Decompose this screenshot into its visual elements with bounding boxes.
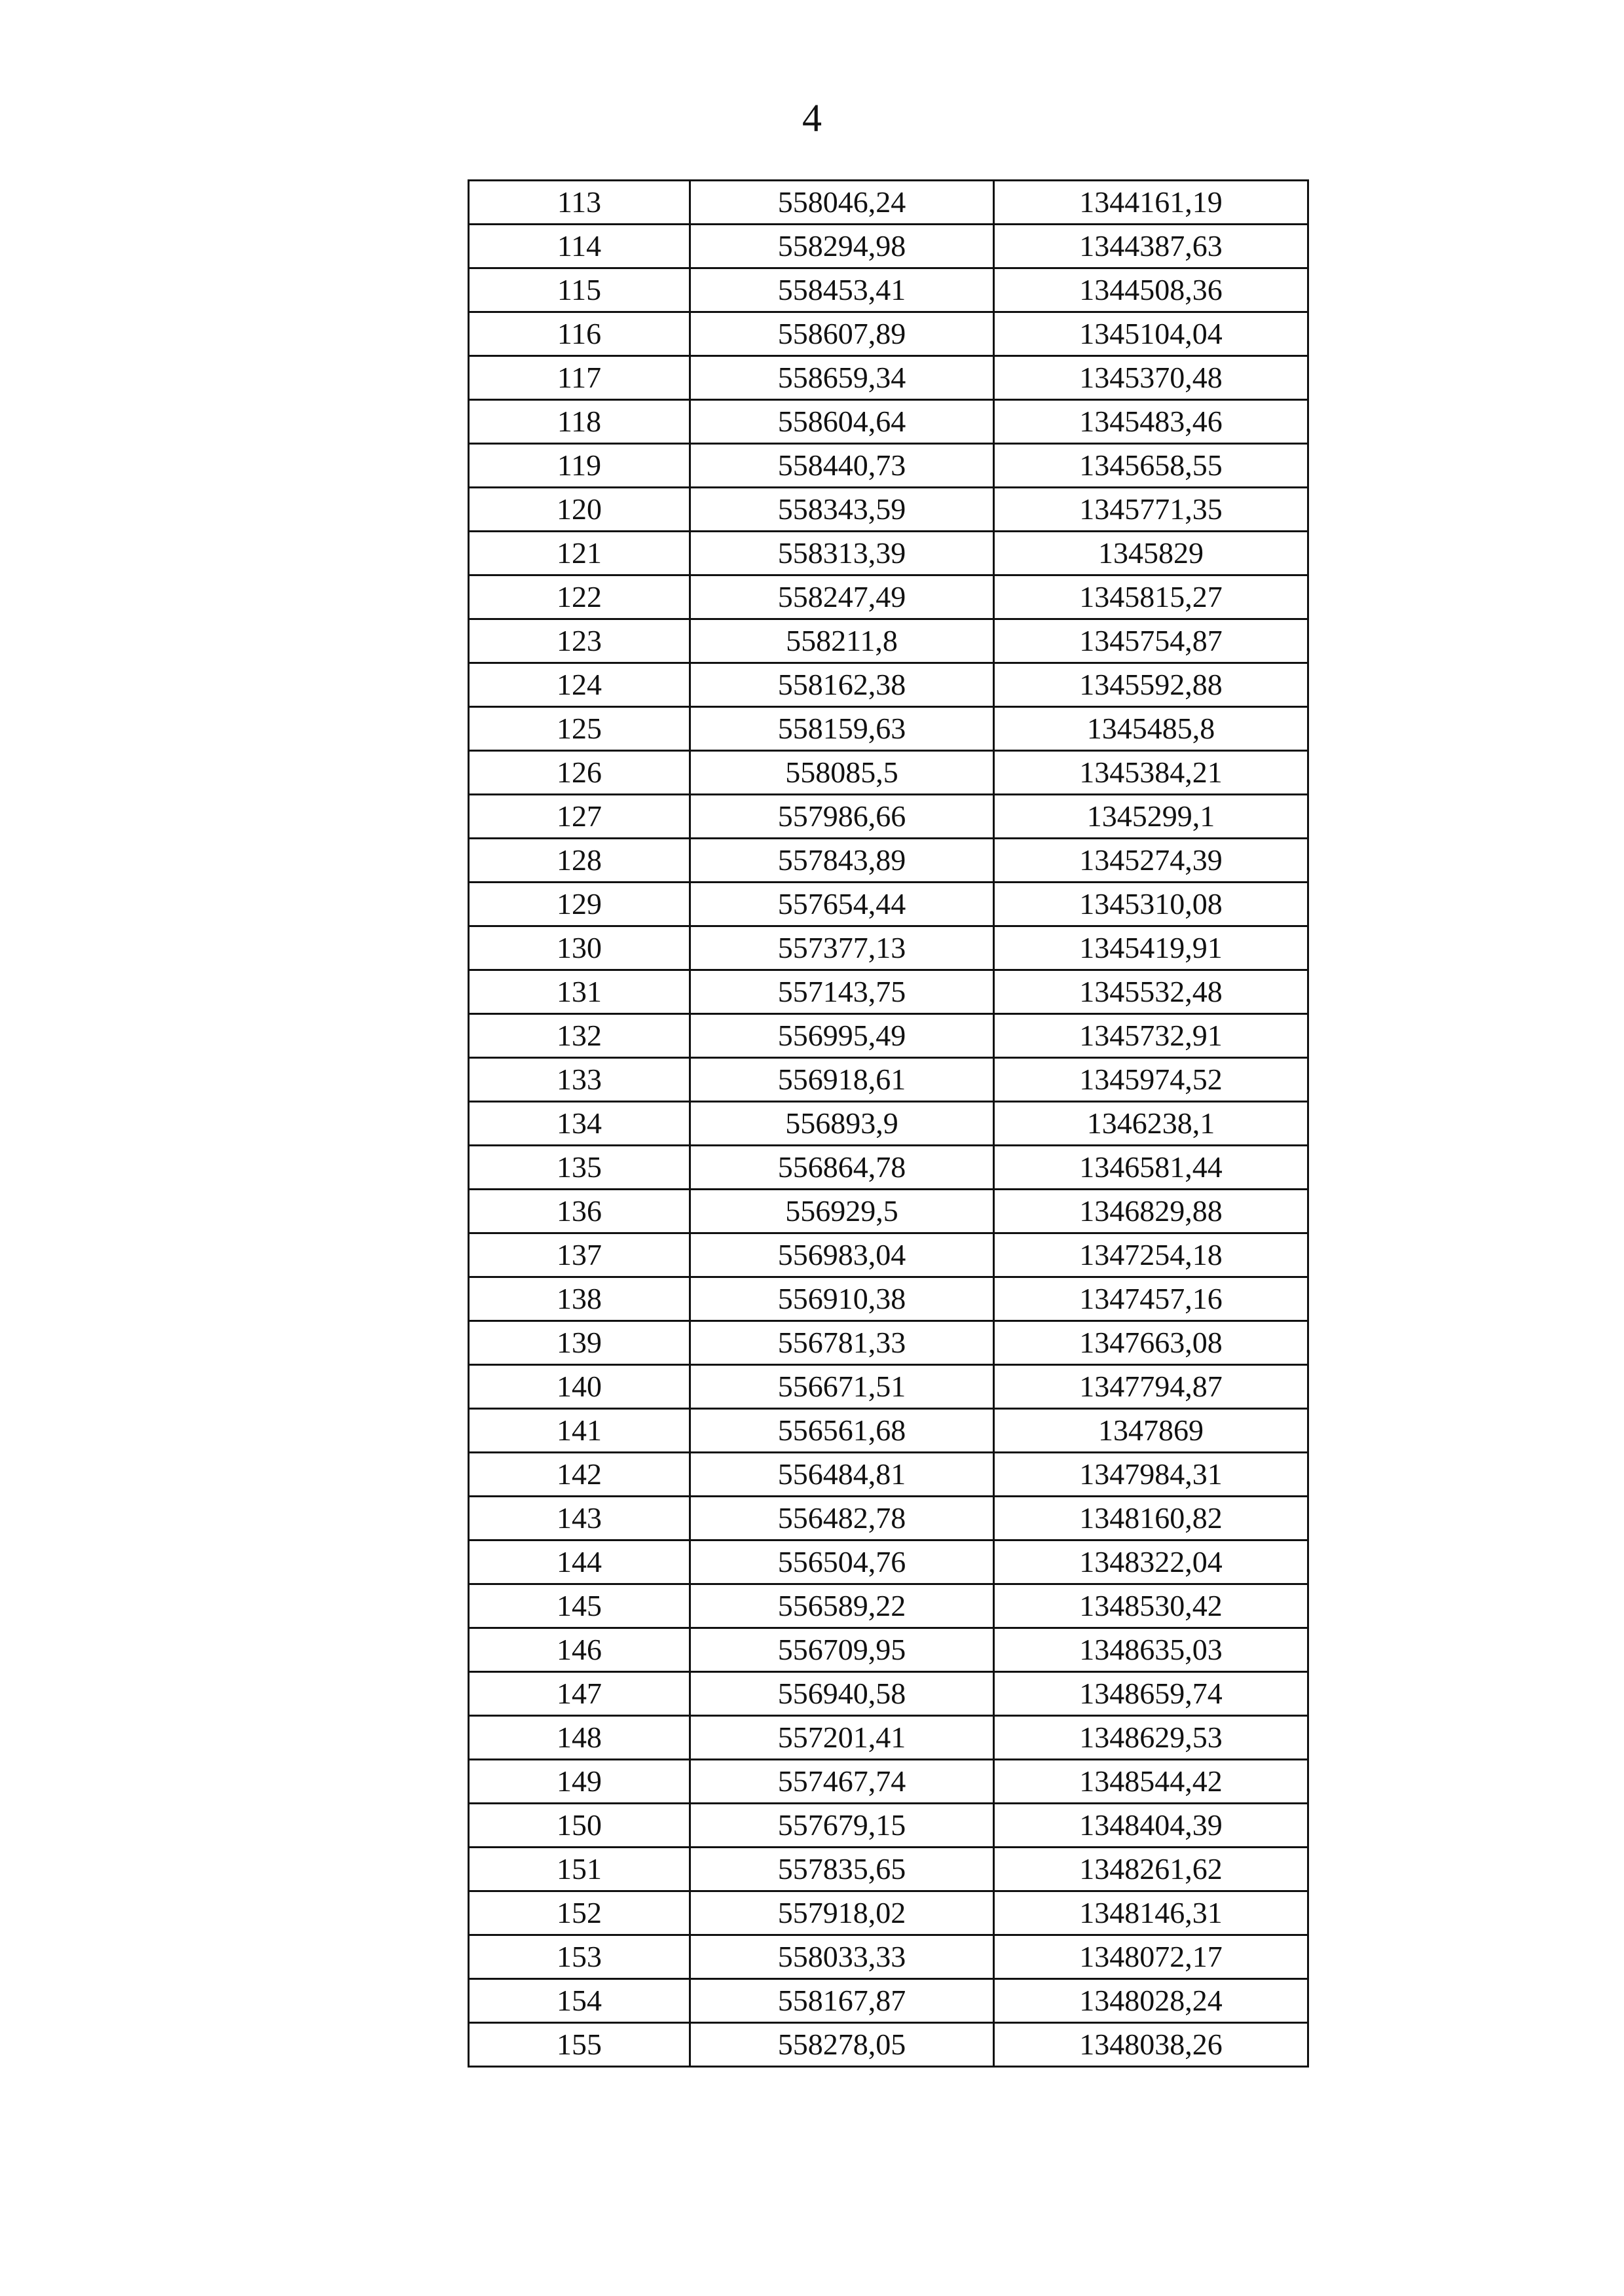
table-row bbox=[469, 400, 1308, 444]
table-row bbox=[469, 1277, 1308, 1321]
point-number-cell: 153 bbox=[469, 1935, 690, 1979]
y-coordinate-cell: 1348629,53 bbox=[994, 1716, 1308, 1760]
table-row bbox=[469, 1540, 1308, 1584]
y-coordinate-cell: 1345299,1 bbox=[994, 795, 1308, 839]
point-number-cell: 137 bbox=[469, 1233, 690, 1277]
x-coordinate-cell: 558278,05 bbox=[690, 2023, 994, 2067]
point-number-cell: 121 bbox=[469, 532, 690, 575]
y-coordinate-cell: 1346238,1 bbox=[994, 1102, 1308, 1146]
y-coordinate-cell: 1345732,91 bbox=[994, 1014, 1308, 1058]
table-row bbox=[469, 1804, 1308, 1848]
y-coordinate-cell: 1347794,87 bbox=[994, 1365, 1308, 1409]
x-coordinate-cell: 556940,58 bbox=[690, 1672, 994, 1716]
x-coordinate-cell: 556482,78 bbox=[690, 1497, 994, 1540]
y-coordinate-cell: 1344508,36 bbox=[994, 268, 1308, 312]
x-coordinate-cell: 557143,75 bbox=[690, 970, 994, 1014]
point-number-cell: 129 bbox=[469, 883, 690, 926]
y-coordinate-cell: 1345274,39 bbox=[994, 839, 1308, 883]
y-coordinate-cell: 1348072,17 bbox=[994, 1935, 1308, 1979]
y-coordinate-cell: 1345829 bbox=[994, 532, 1308, 575]
point-number-cell: 134 bbox=[469, 1102, 690, 1146]
x-coordinate-cell: 557843,89 bbox=[690, 839, 994, 883]
table-row bbox=[469, 1365, 1308, 1409]
y-coordinate-cell: 1345658,55 bbox=[994, 444, 1308, 488]
y-coordinate-cell: 1345384,21 bbox=[994, 751, 1308, 795]
point-number-cell: 146 bbox=[469, 1628, 690, 1672]
table-row bbox=[469, 795, 1308, 839]
point-number-cell: 130 bbox=[469, 926, 690, 970]
y-coordinate-cell: 1345771,35 bbox=[994, 488, 1308, 532]
point-number-cell: 119 bbox=[469, 444, 690, 488]
table-row bbox=[469, 1628, 1308, 1672]
table-row bbox=[469, 2023, 1308, 2067]
y-coordinate-cell: 1348530,42 bbox=[994, 1584, 1308, 1628]
point-number-cell: 120 bbox=[469, 488, 690, 532]
point-number-cell: 149 bbox=[469, 1760, 690, 1804]
y-coordinate-cell: 1348160,82 bbox=[994, 1497, 1308, 1540]
x-coordinate-cell: 558294,98 bbox=[690, 225, 994, 268]
table-row bbox=[469, 225, 1308, 268]
y-coordinate-cell: 1346581,44 bbox=[994, 1146, 1308, 1190]
y-coordinate-cell: 1345815,27 bbox=[994, 575, 1308, 619]
x-coordinate-cell: 556910,38 bbox=[690, 1277, 994, 1321]
y-coordinate-cell: 1348659,74 bbox=[994, 1672, 1308, 1716]
x-coordinate-cell: 558604,64 bbox=[690, 400, 994, 444]
y-coordinate-cell: 1344387,63 bbox=[994, 225, 1308, 268]
x-coordinate-cell: 556864,78 bbox=[690, 1146, 994, 1190]
y-coordinate-cell: 1347984,31 bbox=[994, 1453, 1308, 1497]
x-coordinate-cell: 558211,8 bbox=[690, 619, 994, 663]
table-row bbox=[469, 1233, 1308, 1277]
point-number-cell: 152 bbox=[469, 1891, 690, 1935]
x-coordinate-cell: 556709,95 bbox=[690, 1628, 994, 1672]
table-row bbox=[469, 1672, 1308, 1716]
x-coordinate-cell: 557654,44 bbox=[690, 883, 994, 926]
y-coordinate-cell: 1345483,46 bbox=[994, 400, 1308, 444]
table-row bbox=[469, 1321, 1308, 1365]
y-coordinate-cell: 1348261,62 bbox=[994, 1848, 1308, 1891]
x-coordinate-cell: 556671,51 bbox=[690, 1365, 994, 1409]
y-coordinate-cell: 1345370,48 bbox=[994, 356, 1308, 400]
x-coordinate-cell: 558247,49 bbox=[690, 575, 994, 619]
y-coordinate-cell: 1348322,04 bbox=[994, 1540, 1308, 1584]
y-coordinate-cell: 1345485,8 bbox=[994, 707, 1308, 751]
y-coordinate-cell: 1347663,08 bbox=[994, 1321, 1308, 1365]
table-row bbox=[469, 1014, 1308, 1058]
y-coordinate-cell: 1345419,91 bbox=[994, 926, 1308, 970]
x-coordinate-cell: 558440,73 bbox=[690, 444, 994, 488]
y-coordinate-cell: 1348028,24 bbox=[994, 1979, 1308, 2023]
table-row bbox=[469, 575, 1308, 619]
x-coordinate-cell: 556484,81 bbox=[690, 1453, 994, 1497]
table-row bbox=[469, 751, 1308, 795]
table-row bbox=[469, 1760, 1308, 1804]
x-coordinate-cell: 556983,04 bbox=[690, 1233, 994, 1277]
y-coordinate-cell: 1345104,04 bbox=[994, 312, 1308, 356]
y-coordinate-cell: 1344161,19 bbox=[994, 181, 1308, 225]
table-row bbox=[469, 707, 1308, 751]
table-row bbox=[469, 926, 1308, 970]
x-coordinate-cell: 556918,61 bbox=[690, 1058, 994, 1102]
point-number-cell: 151 bbox=[469, 1848, 690, 1891]
table-row bbox=[469, 1848, 1308, 1891]
point-number-cell: 127 bbox=[469, 795, 690, 839]
y-coordinate-cell: 1345532,48 bbox=[994, 970, 1308, 1014]
point-number-cell: 123 bbox=[469, 619, 690, 663]
table-row bbox=[469, 312, 1308, 356]
table-row bbox=[469, 970, 1308, 1014]
x-coordinate-cell: 557201,41 bbox=[690, 1716, 994, 1760]
point-number-cell: 155 bbox=[469, 2023, 690, 2067]
point-number-cell: 142 bbox=[469, 1453, 690, 1497]
point-number-cell: 145 bbox=[469, 1584, 690, 1628]
point-number-cell: 124 bbox=[469, 663, 690, 707]
table-row bbox=[469, 1716, 1308, 1760]
x-coordinate-cell: 556589,22 bbox=[690, 1584, 994, 1628]
x-coordinate-cell: 557986,66 bbox=[690, 795, 994, 839]
x-coordinate-cell: 556929,5 bbox=[690, 1190, 994, 1233]
x-coordinate-cell: 558085,5 bbox=[690, 751, 994, 795]
table-row bbox=[469, 1058, 1308, 1102]
table-row bbox=[469, 1979, 1308, 2023]
x-coordinate-cell: 558453,41 bbox=[690, 268, 994, 312]
point-number-cell: 117 bbox=[469, 356, 690, 400]
y-coordinate-cell: 1347869 bbox=[994, 1409, 1308, 1453]
point-number-cell: 125 bbox=[469, 707, 690, 751]
table-row bbox=[469, 1935, 1308, 1979]
y-coordinate-cell: 1348404,39 bbox=[994, 1804, 1308, 1848]
coordinates-table bbox=[468, 179, 1309, 2068]
point-number-cell: 116 bbox=[469, 312, 690, 356]
point-number-cell: 114 bbox=[469, 225, 690, 268]
table-row bbox=[469, 444, 1308, 488]
table-row bbox=[469, 839, 1308, 883]
x-coordinate-cell: 558033,33 bbox=[690, 1935, 994, 1979]
x-coordinate-cell: 558343,59 bbox=[690, 488, 994, 532]
table-row bbox=[469, 1409, 1308, 1453]
point-number-cell: 150 bbox=[469, 1804, 690, 1848]
point-number-cell: 154 bbox=[469, 1979, 690, 2023]
point-number-cell: 135 bbox=[469, 1146, 690, 1190]
table-row bbox=[469, 181, 1308, 225]
y-coordinate-cell: 1347457,16 bbox=[994, 1277, 1308, 1321]
x-coordinate-cell: 556995,49 bbox=[690, 1014, 994, 1058]
point-number-cell: 115 bbox=[469, 268, 690, 312]
point-number-cell: 113 bbox=[469, 181, 690, 225]
point-number-cell: 118 bbox=[469, 400, 690, 444]
table-row bbox=[469, 883, 1308, 926]
x-coordinate-cell: 556504,76 bbox=[690, 1540, 994, 1584]
table-row bbox=[469, 488, 1308, 532]
x-coordinate-cell: 557918,02 bbox=[690, 1891, 994, 1935]
table-row bbox=[469, 532, 1308, 575]
table-row bbox=[469, 1497, 1308, 1540]
point-number-cell: 136 bbox=[469, 1190, 690, 1233]
point-number-cell: 132 bbox=[469, 1014, 690, 1058]
point-number-cell: 138 bbox=[469, 1277, 690, 1321]
coordinates-table-body bbox=[469, 181, 1308, 2067]
y-coordinate-cell: 1348635,03 bbox=[994, 1628, 1308, 1672]
x-coordinate-cell: 557377,13 bbox=[690, 926, 994, 970]
y-coordinate-cell: 1345592,88 bbox=[994, 663, 1308, 707]
y-coordinate-cell: 1348544,42 bbox=[994, 1760, 1308, 1804]
point-number-cell: 139 bbox=[469, 1321, 690, 1365]
table-row bbox=[469, 1146, 1308, 1190]
point-number-cell: 147 bbox=[469, 1672, 690, 1716]
y-coordinate-cell: 1348146,31 bbox=[994, 1891, 1308, 1935]
x-coordinate-cell: 558313,39 bbox=[690, 532, 994, 575]
x-coordinate-cell: 558167,87 bbox=[690, 1979, 994, 2023]
table-row bbox=[469, 1891, 1308, 1935]
y-coordinate-cell: 1348038,26 bbox=[994, 2023, 1308, 2067]
x-coordinate-cell: 557467,74 bbox=[690, 1760, 994, 1804]
x-coordinate-cell: 558046,24 bbox=[690, 181, 994, 225]
y-coordinate-cell: 1347254,18 bbox=[994, 1233, 1308, 1277]
y-coordinate-cell: 1345754,87 bbox=[994, 619, 1308, 663]
point-number-cell: 133 bbox=[469, 1058, 690, 1102]
point-number-cell: 143 bbox=[469, 1497, 690, 1540]
x-coordinate-cell: 558659,34 bbox=[690, 356, 994, 400]
x-coordinate-cell: 557835,65 bbox=[690, 1848, 994, 1891]
y-coordinate-cell: 1345974,52 bbox=[994, 1058, 1308, 1102]
table-row bbox=[469, 663, 1308, 707]
y-coordinate-cell: 1345310,08 bbox=[994, 883, 1308, 926]
point-number-cell: 128 bbox=[469, 839, 690, 883]
table-row bbox=[469, 1453, 1308, 1497]
x-coordinate-cell: 556781,33 bbox=[690, 1321, 994, 1365]
table-row bbox=[469, 356, 1308, 400]
table-row bbox=[469, 1190, 1308, 1233]
x-coordinate-cell: 558159,63 bbox=[690, 707, 994, 751]
table-row bbox=[469, 1584, 1308, 1628]
point-number-cell: 140 bbox=[469, 1365, 690, 1409]
page-number: 4 bbox=[802, 96, 822, 139]
x-coordinate-cell: 556893,9 bbox=[690, 1102, 994, 1146]
point-number-cell: 148 bbox=[469, 1716, 690, 1760]
point-number-cell: 141 bbox=[469, 1409, 690, 1453]
table-row bbox=[469, 619, 1308, 663]
point-number-cell: 144 bbox=[469, 1540, 690, 1584]
table-row bbox=[469, 1102, 1308, 1146]
x-coordinate-cell: 557679,15 bbox=[690, 1804, 994, 1848]
x-coordinate-cell: 558607,89 bbox=[690, 312, 994, 356]
y-coordinate-cell: 1346829,88 bbox=[994, 1190, 1308, 1233]
point-number-cell: 131 bbox=[469, 970, 690, 1014]
table-row bbox=[469, 268, 1308, 312]
x-coordinate-cell: 556561,68 bbox=[690, 1409, 994, 1453]
x-coordinate-cell: 558162,38 bbox=[690, 663, 994, 707]
point-number-cell: 122 bbox=[469, 575, 690, 619]
point-number-cell: 126 bbox=[469, 751, 690, 795]
